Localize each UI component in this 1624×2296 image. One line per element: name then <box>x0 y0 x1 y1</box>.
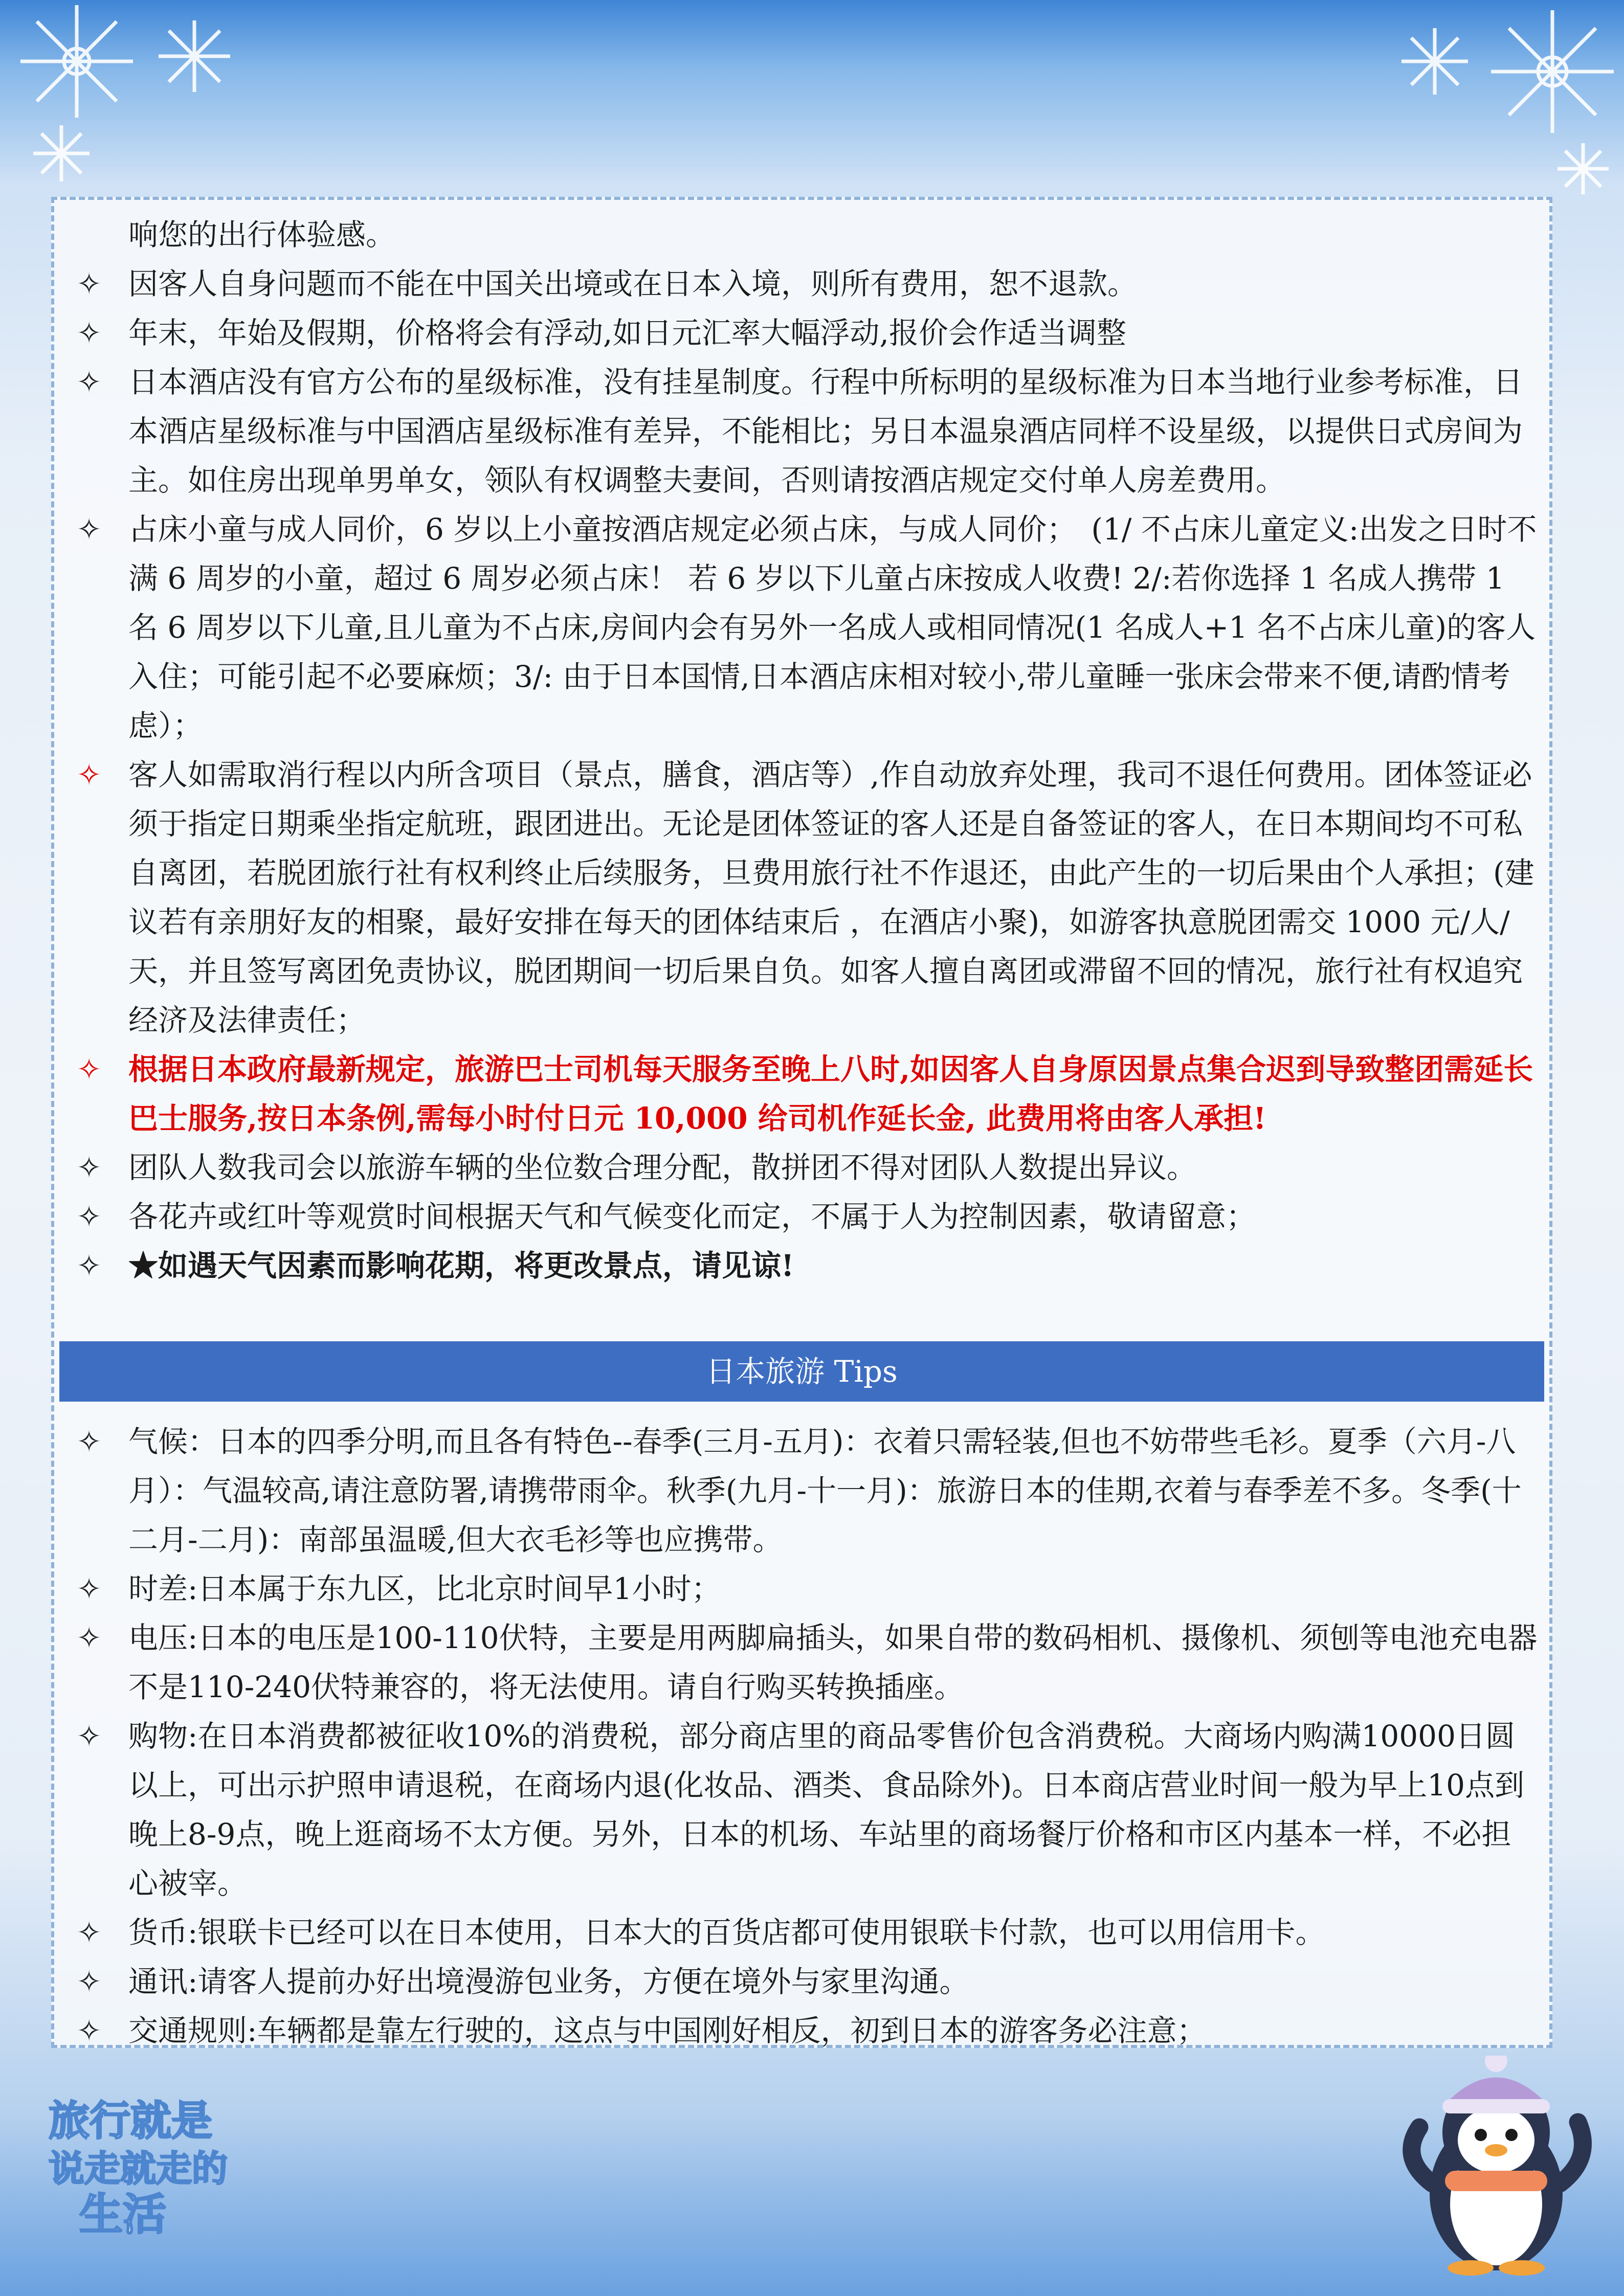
sparkle-icon: ✧ <box>76 1052 102 1087</box>
list-item-text: 购物:在日本消费都被征收10%的消费税，部分商店里的商品零售价包含消费税。大商场内购满10000日圆以上，可出示护照申请退税，在商场内退(化妆品、酒类、食品除外)。日本商店营业时间一般为早上10点到晚上8-9点，晚上逛商场不太方便。另外，日本的机场、车站里的商场餐厅价格和市区内基本一样，不必担心被宰。 <box>128 1719 1525 1901</box>
list-item-text: 交通规则:车辆都是靠左行驶的，这点与中国刚好相反，初到日本的游客务必注意； <box>128 2013 1207 2048</box>
list-item <box>54 1613 1549 1712</box>
sparkle-icon: ✧ <box>76 1719 102 1753</box>
sparkle-icon: ✧ <box>76 1571 102 1606</box>
sparkle-icon: ✧ <box>76 266 102 301</box>
list-item <box>54 1564 1549 1613</box>
sparkle-icon: ✧ <box>76 757 102 792</box>
list-item <box>54 1957 1549 2006</box>
list-item <box>54 1143 1549 1192</box>
list-item <box>54 1712 1549 1908</box>
list-item-text: 日本酒店没有官方公布的星级标准，没有挂星制度。行程中所标明的星级标准为日本当地行业参考标准，日本酒店星级标准与中国酒店星级标准有差异，不能相比；另日本温泉酒店同样不设星级，以提供日式房间为主。如住房出现单男单女，领队有权调整夫妻间，否则请按酒店规定交付单人房差费用。 <box>128 365 1523 498</box>
list-item-text: 通讯:请客人提前办好出境漫游包业务，方便在境外与家里沟通。 <box>128 1964 969 1999</box>
list-item <box>54 1908 1549 1957</box>
notes-list <box>54 210 1549 1290</box>
list-item <box>54 505 1549 750</box>
list-item <box>54 2006 1549 2055</box>
list-item-text: 占床小童与成人同价，6 岁以上小童按酒店规定必须占床，与成人同价； (1/ 不占床儿童定义:出发之日时不满 6 周岁的小童，超过 6 周岁必须占床！ 若 6 岁以下儿童占床按成人收费! 2/:若你选择 1 名成人携带 1 名 6 周岁以下儿童,且儿童为不占床,房间内会有另外一名成人或相同情况(1 名成人+1 名不占床儿童)的客人入住；可能引起不必要麻烦；3/: 由于日本国情,日本酒店床相对较小,带儿童睡一张床会带来不便,请酌情考虑）； <box>128 512 1537 743</box>
list-item <box>54 1045 1549 1143</box>
sparkle-icon: ✧ <box>76 1248 102 1283</box>
tips-list <box>54 1417 1549 2055</box>
tips-header: 日本旅游 Tips <box>59 1341 1544 1402</box>
sparkle-icon: ✧ <box>76 1424 102 1459</box>
svg-text:说走就走的: 说走就走的 <box>49 2148 228 2190</box>
list-item-text: 年末，年始及假期，价格将会有浮动,如日元汇率大幅浮动,报价会作适当调整 <box>128 316 1126 350</box>
list-item <box>54 750 1549 1045</box>
list-item <box>54 357 1549 505</box>
list-item <box>54 1192 1549 1241</box>
list-item <box>54 308 1549 357</box>
list-item <box>54 1417 1549 1564</box>
list-item-text: 电压:日本的电压是100-110伏特，主要是用两脚扁插头，如果自带的数码相机、摄像机、须刨等电池充电器不是110-240伏特兼容的，将无法使用。请自行购买转换插座。 <box>128 1620 1538 1704</box>
sparkle-icon: ✧ <box>76 1150 102 1185</box>
list-item-text: 气候：日本的四季分明,而且各有特色--春季(三月-五月)：衣着只需轻装,但也不妨带些毛衫。夏季（六月-八月）：气温较高,请注意防署,请携带雨伞。秋季(九月-十一月)：旅游日本的佳期,衣着与春季差不多。冬季(十二月-二月)：南部虽温暖,但大衣毛衫等也应携带。 <box>128 1424 1522 1557</box>
slogan-logo <box>43 2089 228 2242</box>
list-item-text: ★如遇天气因素而影响花期，将更改景点，请见谅! <box>128 1248 794 1283</box>
list-item-text: 货币:银联卡已经可以在日本使用，日本大的百货店都可使用银联卡付款，也可以用信用卡。 <box>128 1915 1325 1950</box>
snowflake-icon <box>0 0 358 205</box>
list-item-text: 团队人数我司会以旅游车辆的坐位数合理分配，散拼团不得对团队人数提出异议。 <box>128 1150 1197 1185</box>
list-item <box>54 1241 1549 1290</box>
content-panel <box>51 197 1552 2048</box>
sparkle-icon: ✧ <box>76 1964 102 1999</box>
list-item <box>54 259 1549 308</box>
list-item <box>54 210 1549 259</box>
list-item-text: 根据日本政府最新规定，旅游巴士司机每天服务至晚上八时,如因客人自身原因景点集合迟到导致整团需延长巴士服务,按日本条例,需每小时付日元 10,000 给司机作延长金, 此费用将由客人承担! <box>128 1052 1533 1136</box>
sparkle-icon: ✧ <box>76 1620 102 1655</box>
list-item-text: 响您的出行体验感。 <box>128 217 396 252</box>
svg-text:生活: 生活 <box>79 2190 167 2240</box>
sparkle-icon: ✧ <box>76 316 102 350</box>
list-item-text: 各花卉或红叶等观赏时间根据天气和气候变化而定，不属于人为控制因素，敬请留意； <box>128 1199 1256 1234</box>
list-item-text: 时差:日本属于东九区，比北京时间早1小时； <box>128 1571 721 1606</box>
sparkle-icon: ✧ <box>76 512 102 547</box>
snowflake-icon <box>1266 0 1624 205</box>
sparkle-icon: ✧ <box>76 365 102 399</box>
list-item-text: 客人如需取消行程以内所含项目（景点，膳食，酒店等）,作自动放弃处理，我司不退任何费用。团体签证必须于指定日期乘坐指定航班，跟团进出。无论是团体签证的客人还是自备签证的客人，在日本期间均不可私自离团，若脱团旅行社有权利终止后续服务，旦费用旅行社不作退还，由此产生的一切后果由个人承担；(建议若有亲朋好友的相聚，最好安排在每天的团体结束后 ，在酒店小聚)，如游客执意脱团需交 1000 元/人/天，并且签写离团免责协议，脱团期间一切后果自负。如客人擅自离团或滞留不回的情况，旅行社有权追究经济及法律责任； <box>128 757 1534 1038</box>
sparkle-icon: ✧ <box>76 1915 102 1950</box>
svg-text:旅行就是: 旅行就是 <box>49 2097 212 2145</box>
sparkle-icon: ✧ <box>76 2013 102 2048</box>
penguin-icon <box>1389 2056 1604 2276</box>
sparkle-icon: ✧ <box>76 1199 102 1234</box>
list-item-text: 因客人自身问题而不能在中国关出境或在日本入境，则所有费用，恕不退款。 <box>128 266 1138 301</box>
